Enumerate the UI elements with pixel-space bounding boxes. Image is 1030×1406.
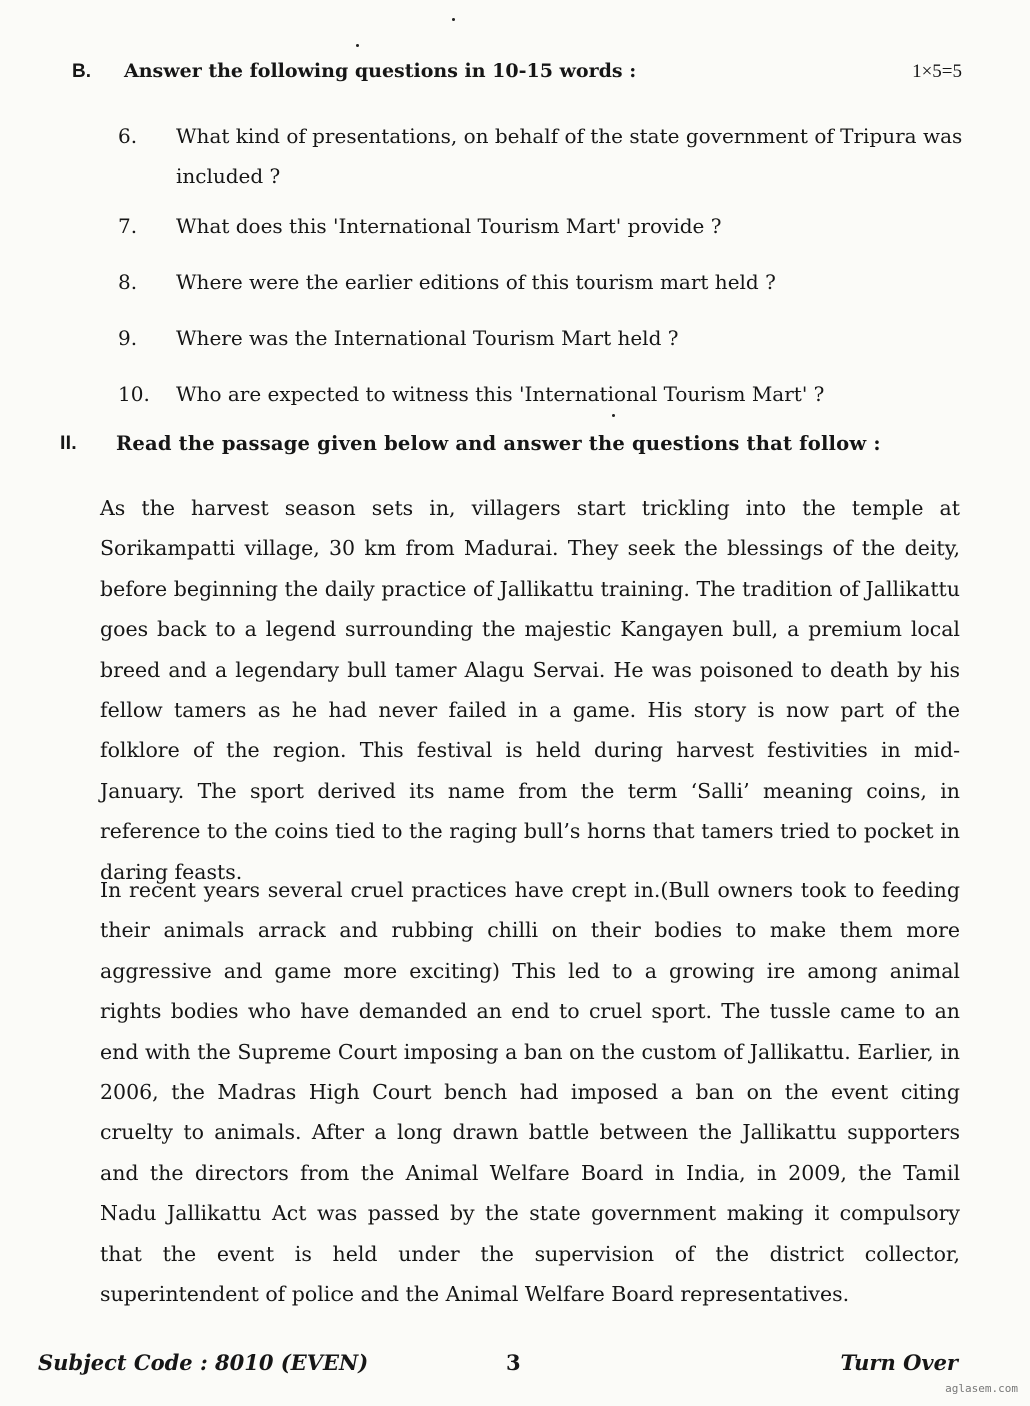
- section-ii-heading: Read the passage given below and answer the questions that follow :: [116, 432, 881, 455]
- section-ii: [60, 432, 960, 455]
- question-item: [118, 262, 968, 302]
- question-text: Who are expected to witness this 'International Tourism Mart' ?: [176, 382, 825, 406]
- section-ii-header: [60, 432, 960, 455]
- question-text: What does this 'International Tourism Mart' provide ?: [176, 214, 722, 238]
- turn-over-note: Turn Over: [840, 1350, 958, 1375]
- page-number: 3: [506, 1350, 521, 1375]
- section-b-marks: 1×5=5: [912, 61, 962, 82]
- question-text: What kind of presentations, on behalf of the state government of Tripura was included ?: [176, 124, 963, 188]
- question-item: [118, 206, 968, 246]
- question-text: Where were the earlier editions of this tourism mart held ?: [176, 270, 776, 294]
- speck-mark: [612, 414, 615, 417]
- question-number: 8.: [118, 270, 138, 294]
- section-b-header: [72, 60, 962, 83]
- speck-mark: [356, 44, 359, 47]
- speck-mark: [452, 18, 455, 21]
- section-b-heading: Answer the following questions in 10-15 words :: [124, 60, 637, 82]
- question-item: [118, 374, 968, 414]
- passage-paragraph-2: In recent years several cruel practices have crept in.(Bull owners took to feeding their animals arrack and rubbing chilli on their bodies to make them more aggressive and game more exciting) This led to a growing ire among animal rights bodies who have demanded an end to cruel sport. The tussle came to an end with the Supreme Court imposing a ban on the custom of Jallikattu. Earlier, in 2006, the Madras High Court bench had imposed a ban on the event citing cruelty to animals. After a long drawn battle between the Jallikattu supporters and the directors from the Animal Welfare Board in India, in 2009, the Tamil Nadu Jallikattu Act was passed by the state government making it compulsory that the event is held under the supervision of the district collector, superintendent of police and the Animal Welfare Board representatives.: [100, 878, 960, 1307]
- question-number: 10.: [118, 382, 150, 406]
- question-number: 6.: [118, 124, 138, 148]
- section-b: [72, 60, 962, 83]
- watermark: aglasem.com: [945, 1382, 1018, 1395]
- question-item: [118, 318, 968, 358]
- question-number: 9.: [118, 326, 138, 350]
- question-text: Where was the International Tourism Mart held ?: [176, 326, 679, 350]
- section-b-letter: B.: [72, 61, 91, 82]
- passage-paragraph-1: As the harvest season sets in, villagers start trickling into the temple at Sorikampatti village, 30 km from Madurai. They seek the blessings of the deity, before beginning the daily practice of Jallikattu training. The tradition of Jallikattu goes back to a legend surrounding the majestic Kangayen bull, a premium local breed and a legendary bull tamer Alagu Servai. He was poisoned to death by his fellow tamers as he had never failed in a game. His story is now part of the folklore of the region. This festival is held during harvest festivities in mid-January. The sport derived its name from the term ‘Salli’ meaning coins, in reference to the coins tied to the raging bull’s horns that tamers tried to pocket in daring feasts.: [100, 496, 960, 884]
- section-ii-number: II.: [60, 432, 77, 454]
- question-list: [118, 116, 968, 414]
- question-number: 7.: [118, 214, 138, 238]
- subject-code: Subject Code : 8010 (EVEN): [38, 1350, 369, 1375]
- question-item: [118, 116, 968, 196]
